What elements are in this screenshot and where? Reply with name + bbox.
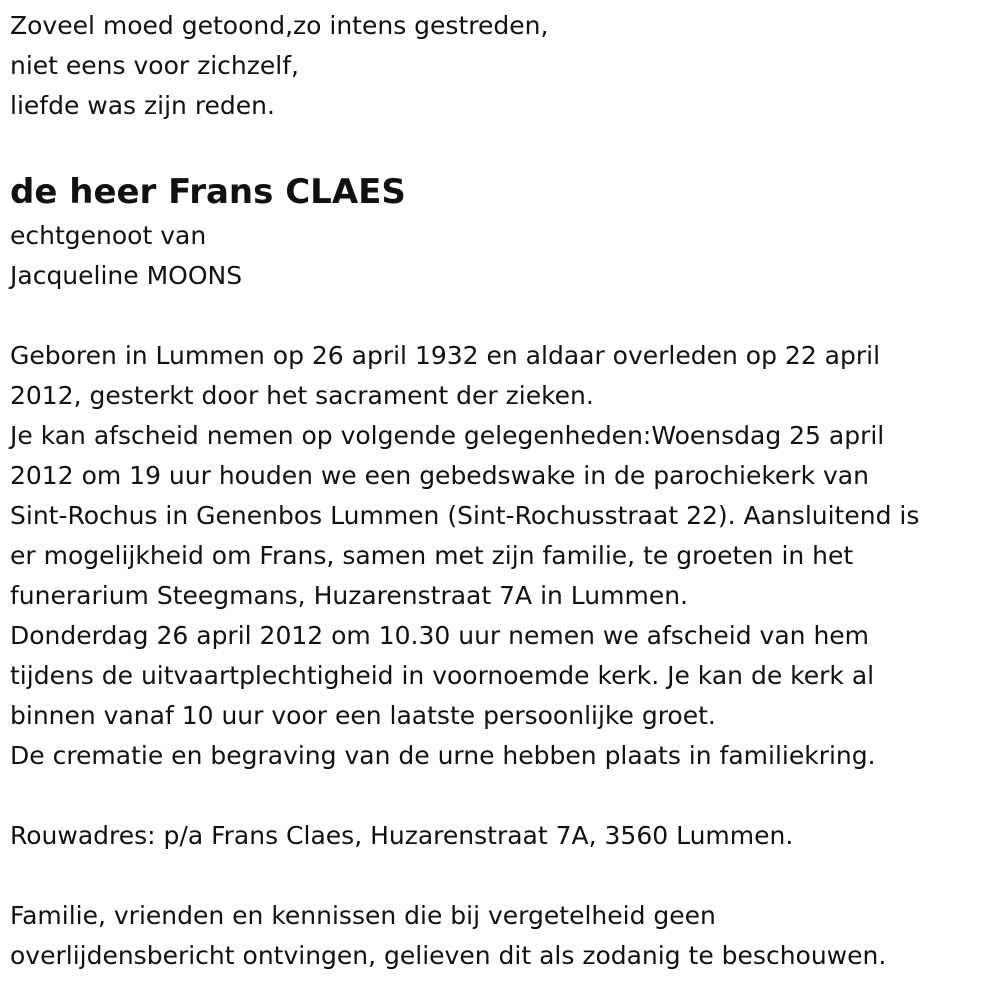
body-line: 2012 om 19 uur houden we een gebedswake in de parochiekerk van bbox=[10, 461, 869, 490]
body-line: 2012, gesterkt door het sacrament der zieken. bbox=[10, 381, 594, 410]
body-line: binnen vanaf 10 uur voor een laatste persoonlijke groet. bbox=[10, 701, 716, 730]
body-line: tijdens de uitvaartplechtigheid in voornoemde kerk. Je kan de kerk al bbox=[10, 661, 875, 690]
poem bbox=[10, 6, 990, 126]
deceased-block bbox=[10, 172, 990, 296]
notice-line: overlijdensbericht ontvingen, gelieven dit als zodanig te beschouwen. bbox=[10, 941, 887, 970]
notice-line: Familie, vrienden en kennissen die bij vergetelheid geen bbox=[10, 901, 716, 930]
obituary-notice bbox=[10, 6, 990, 976]
deceased-name: de heer Frans CLAES bbox=[10, 172, 406, 212]
spacer bbox=[10, 776, 990, 816]
spacer bbox=[10, 126, 990, 166]
body-line: De crematie en begraving van de urne hebben plaats in familiekring. bbox=[10, 741, 876, 770]
mourning-address: Rouwadres: p/a Frans Claes, Huzarenstraat 7A, 3560 Lummen. bbox=[10, 821, 794, 850]
body-line: Sint-Rochus in Genenbos Lummen (Sint-Rochusstraat 22). Aansluitend is bbox=[10, 501, 920, 530]
poem-line: Zoveel moed getoond,zo intens gestreden, bbox=[10, 11, 549, 40]
poem-line: liefde was zijn reden. bbox=[10, 91, 275, 120]
body-line: Je kan afscheid nemen op volgende gelegenheden:Woensdag 25 april bbox=[10, 421, 885, 450]
body-text bbox=[10, 336, 990, 776]
relation-label: echtgenoot van bbox=[10, 221, 207, 250]
poem-line: niet eens voor zichzelf, bbox=[10, 51, 299, 80]
spouse-name: Jacqueline MOONS bbox=[10, 261, 243, 290]
body-line: funerarium Steegmans, Huzarenstraat 7A in Lummen. bbox=[10, 581, 689, 610]
body-line: Geboren in Lummen op 26 april 1932 en aldaar overleden op 22 april bbox=[10, 341, 881, 370]
notice bbox=[10, 896, 990, 976]
spacer bbox=[10, 296, 990, 336]
body-line: Donderdag 26 april 2012 om 10.30 uur nemen we afscheid van hem bbox=[10, 621, 870, 650]
body-line: er mogelijkheid om Frans, samen met zijn familie, te groeten in het bbox=[10, 541, 854, 570]
spacer bbox=[10, 856, 990, 896]
